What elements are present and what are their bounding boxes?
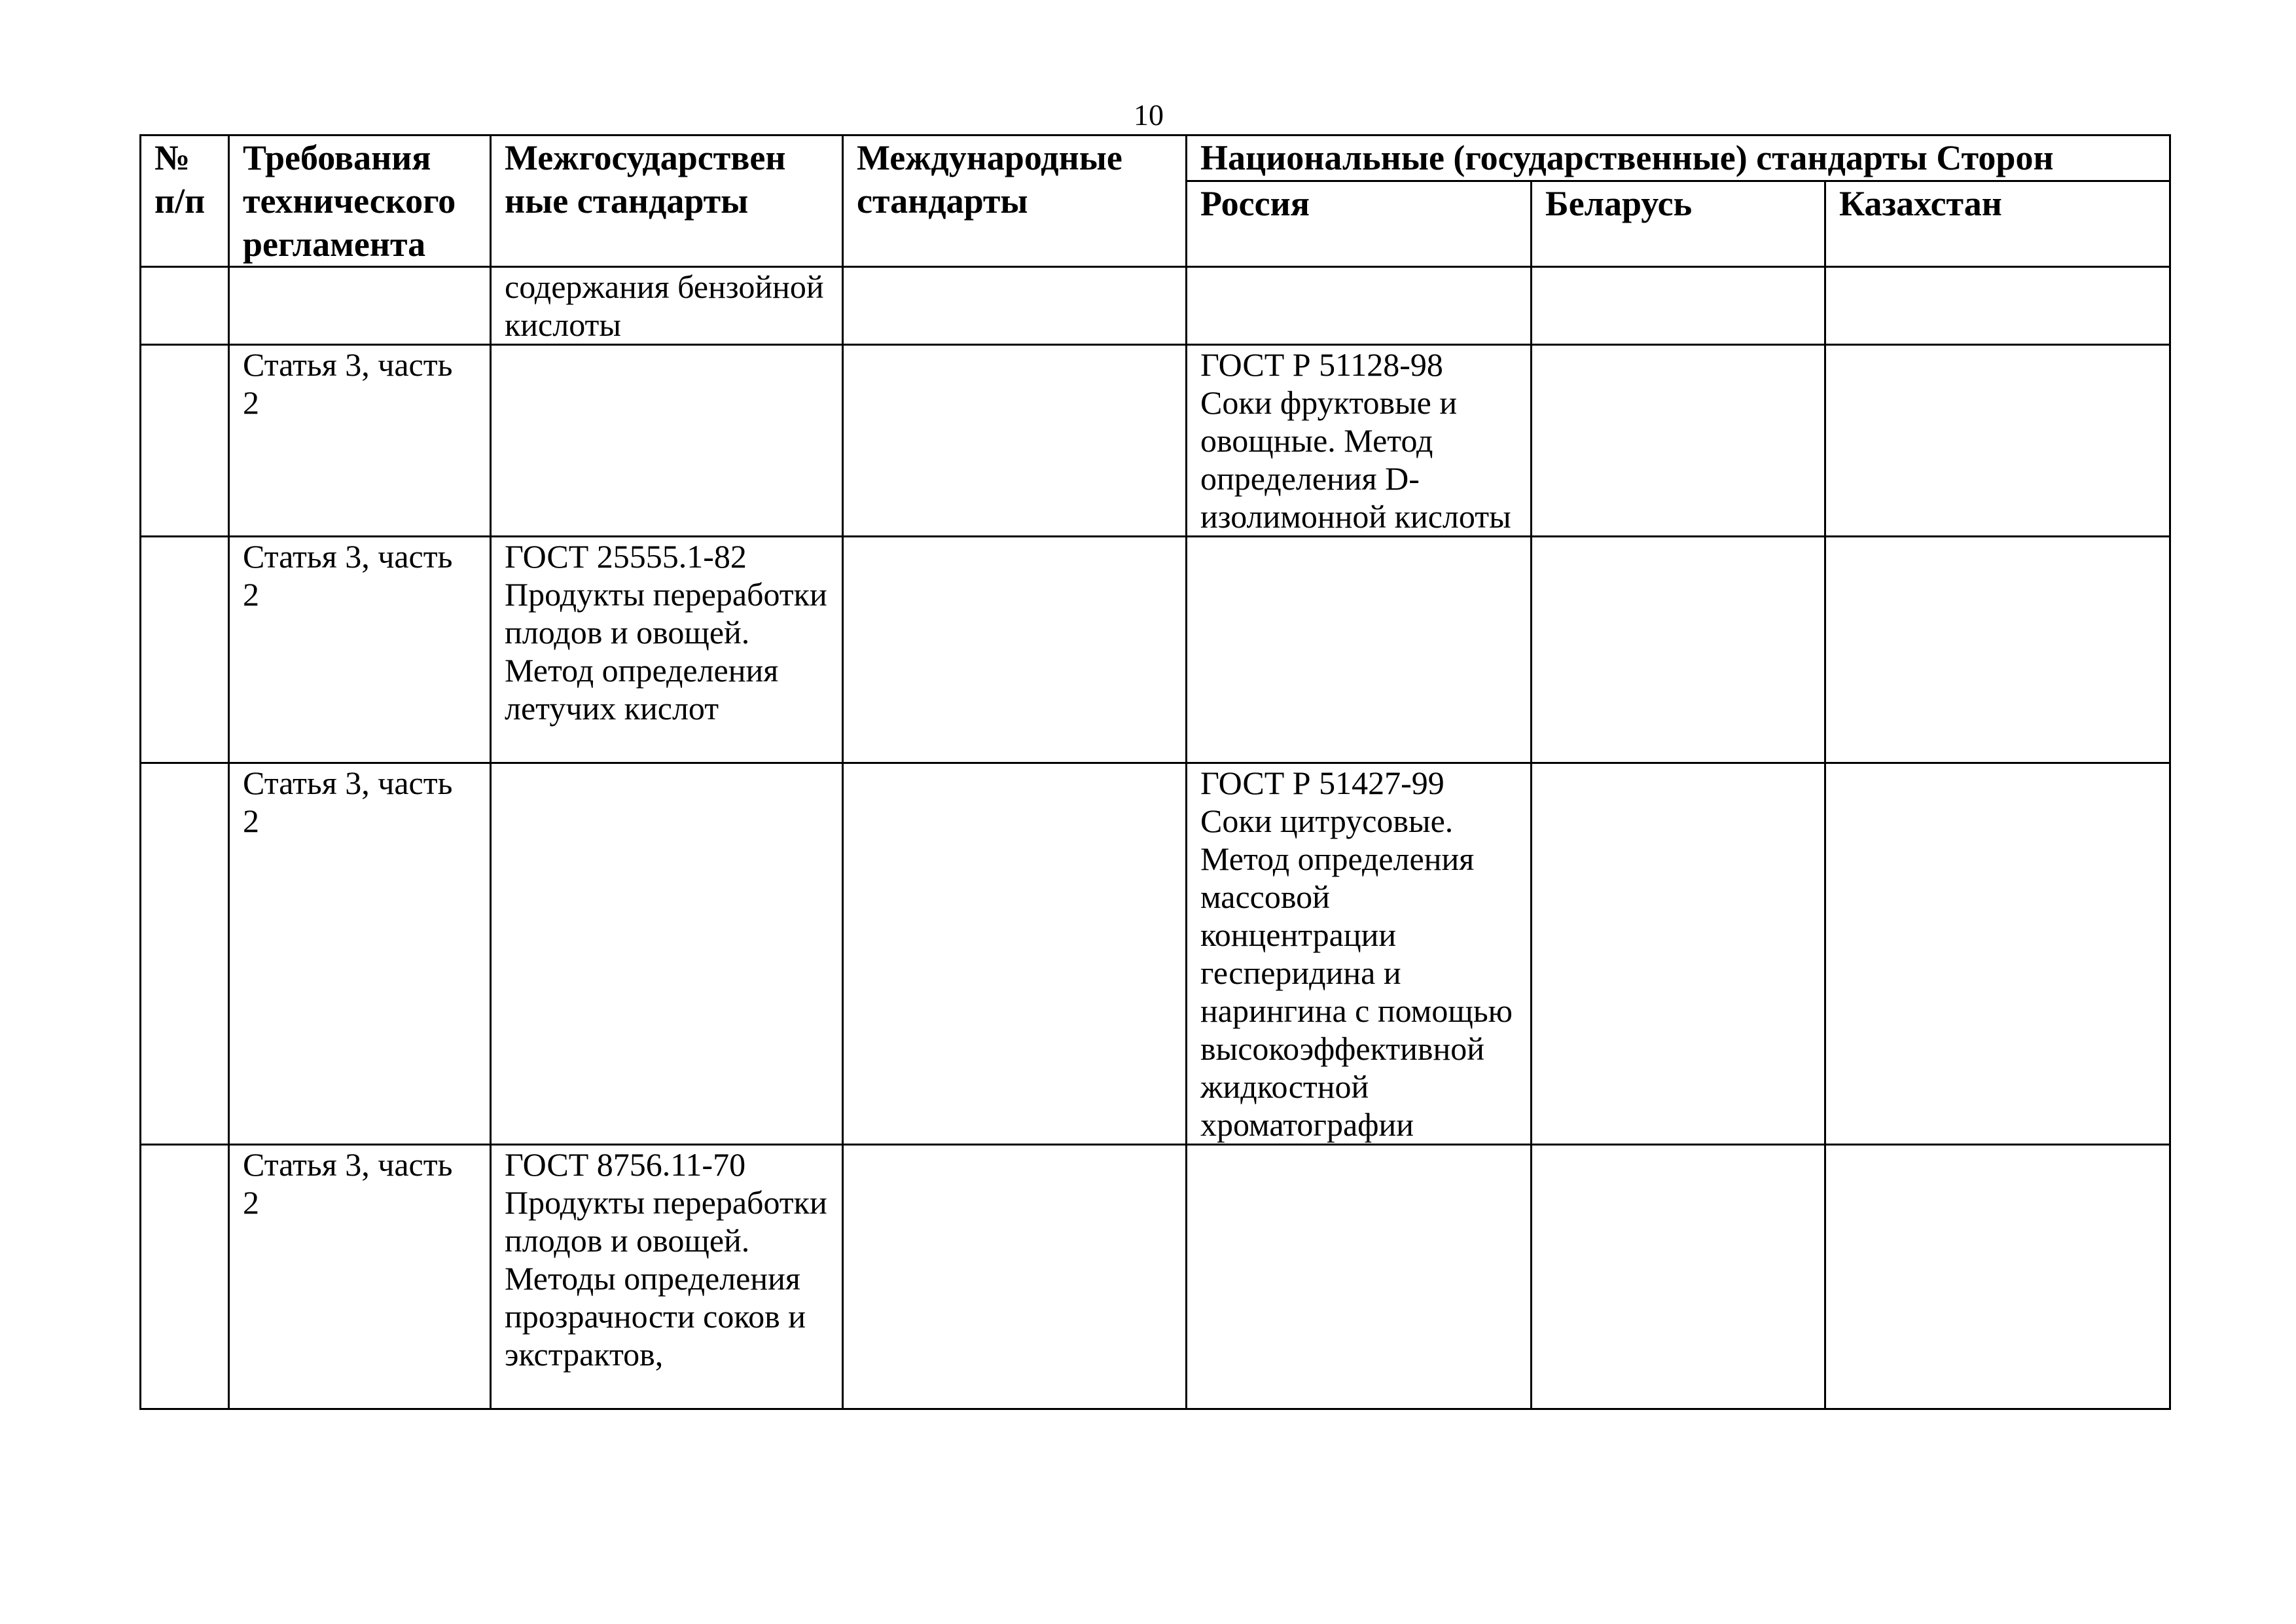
table-row — [141, 763, 2170, 1145]
cell-kazakhstan — [1825, 345, 2170, 537]
cell-kazakhstan — [1825, 267, 2170, 345]
cell-requirement: Статья 3, часть 2 — [229, 345, 491, 537]
cell-num — [141, 537, 229, 763]
cell-russia — [1187, 537, 1532, 763]
cell-russia: ГОСТ Р 51427-99 Соки цитрусовые. Метод определения массовой концентрации гесперидина и нарингина с помощью высокоэффективной жидкостной хроматографии — [1187, 763, 1532, 1145]
cell-belarus — [1532, 267, 1825, 345]
cell-international — [843, 267, 1187, 345]
cell-belarus — [1532, 1145, 1825, 1409]
header-russia: Россия — [1187, 181, 1532, 266]
cell-international — [843, 1145, 1187, 1409]
header-national: Национальные (государственные) стандарты Сторон — [1187, 135, 2170, 181]
cell-requirement: Статья 3, часть 2 — [229, 763, 491, 1145]
header-requirements: Требования технического регламента — [229, 135, 491, 267]
cell-kazakhstan — [1825, 537, 2170, 763]
cell-russia — [1187, 1145, 1532, 1409]
header-belarus: Беларусь — [1532, 181, 1825, 266]
page-number: 10 — [1134, 98, 1164, 132]
cell-num — [141, 763, 229, 1145]
cell-interstate: ГОСТ 25555.1-82 Продукты переработки плодов и овощей. Метод определения летучих кислот — [491, 537, 843, 763]
cell-requirement — [229, 267, 491, 345]
header-row-top — [141, 135, 2170, 181]
table-row — [141, 1145, 2170, 1409]
cell-interstate: ГОСТ 8756.11-70 Продукты переработки плодов и овощей. Методы определения прозрачности соков и экстрактов, — [491, 1145, 843, 1409]
cell-international — [843, 537, 1187, 763]
table-row — [141, 537, 2170, 763]
cell-interstate: содержания бензойной кислоты — [491, 267, 843, 345]
cell-num — [141, 267, 229, 345]
cell-requirement: Статья 3, часть 2 — [229, 1145, 491, 1409]
cell-international — [843, 763, 1187, 1145]
cell-belarus — [1532, 763, 1825, 1145]
header-kazakhstan: Казахстан — [1825, 181, 2170, 266]
cell-russia — [1187, 267, 1532, 345]
cell-international — [843, 345, 1187, 537]
cell-num — [141, 1145, 229, 1409]
header-international: Международные стандарты — [843, 135, 1187, 267]
table-row — [141, 345, 2170, 537]
table-row — [141, 267, 2170, 345]
cell-interstate — [491, 345, 843, 537]
cell-kazakhstan — [1825, 1145, 2170, 1409]
standards-table — [139, 134, 2171, 1410]
cell-requirement: Статья 3, часть 2 — [229, 537, 491, 763]
header-interstate: Межгосударствен ные стандарты — [491, 135, 843, 267]
header-num: № п/п — [141, 135, 229, 267]
cell-interstate — [491, 763, 843, 1145]
cell-russia: ГОСТ Р 51128-98 Соки фруктовые и овощные. Метод определения D-изолимонной кислоты — [1187, 345, 1532, 537]
cell-belarus — [1532, 537, 1825, 763]
cell-kazakhstan — [1825, 763, 2170, 1145]
cell-num — [141, 345, 229, 537]
cell-belarus — [1532, 345, 1825, 537]
